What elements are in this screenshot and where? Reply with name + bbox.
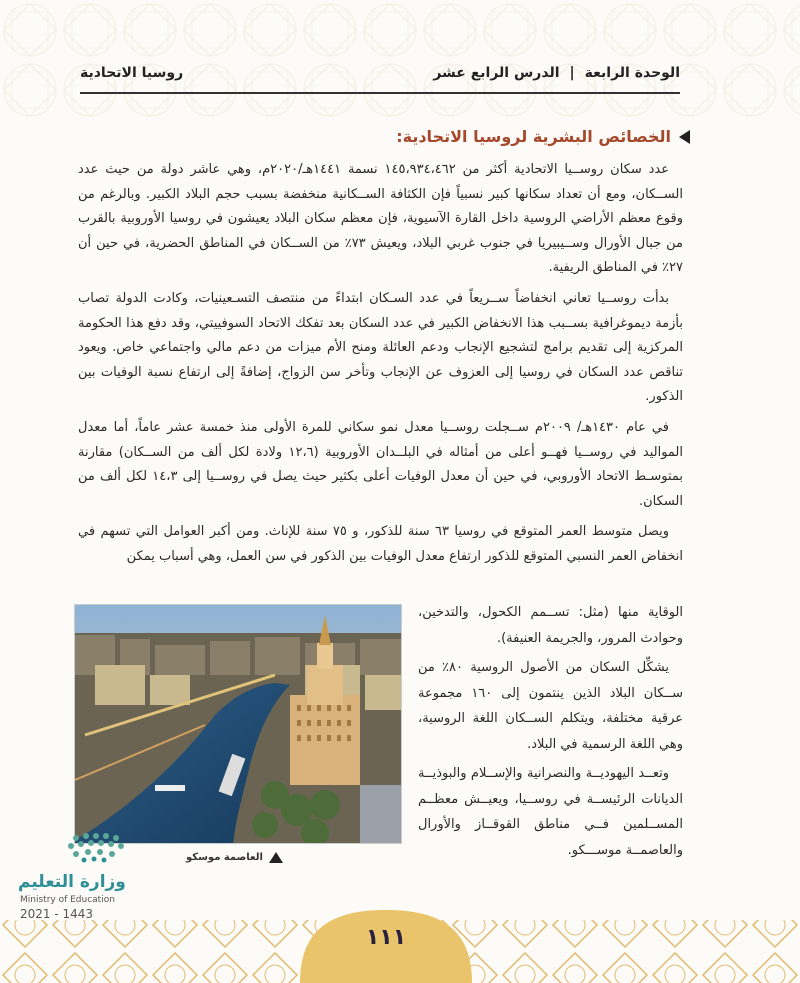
paragraph-ethnic-groups: يشكِّل السكان من الأصول الروسية ٨٠٪ من ســكان البلاد الذين ينتمون إلى ١٦٠ مجموعة عرقية مختلفة، ويتكلم الســكان اللغة الروسية، وهي اللغة الرسمية في البلاد. (418, 660, 683, 752)
photo-caption (186, 852, 283, 863)
section-marker-icon (679, 130, 690, 144)
moscow-photo (74, 604, 402, 844)
moscow-illustration (75, 605, 402, 844)
ministry-name: وزارة التعليم (18, 872, 126, 892)
page-header (80, 58, 680, 88)
paragraph-decline: بدأت روســيا تعاني انخفاضاً ســريعاً في عدد السـكان ابتداءً من منتصف التسـعينيات، وكادت الدولة تصاب بأزمة ديموغرافية بســبب هذا الانخفاض الكبير في عدد السكان بعد تفكك الاتحاد السوفييتي، وقد دفع هذا الحكومة المركزية إلى تقديم برامج لتشجيع الإنجاب ودعم العائلة ومنح الأم ميزات من دعم مالي واجتماعي خاص. ويعود تناقص عدد السكان في روسيا إلى العزوف عن الإنجاب وتأخر سن الزواج، إضافةً إلى ارتفاع نسبة الوفيات بين الذكور. (78, 290, 683, 405)
side-text (418, 600, 683, 867)
header-topic: روسيا الاتحادية (80, 65, 184, 81)
paragraph-life-expectancy: ويصل متوسط العمر المتوقع في روسيا ٦٣ سنة للذكور، و ٧٥ سنة للإناث. ومن أكبر العوامل التي تسهم في انخفاض العمر النسبي المتوقع للذكور ارتفاع معدل الوفيات بين الذكور في سن العمل، وهي أسباب يمكن (78, 524, 683, 564)
edition-year: 2021 - 1443 (20, 907, 94, 921)
header-unit: الوحدة الرابعة (584, 65, 680, 81)
caption-text: العاصمة موسكو (186, 852, 263, 863)
header-lesson: الدرس الرابع عشر (433, 65, 560, 81)
header-unit-lesson (433, 65, 680, 81)
paragraph-prevention: الوقاية منها (مثل: تســمم الكحول، والتدخين، وحوادث المرور، والجريمة العنيفة). (418, 605, 683, 646)
header-separator: | (569, 65, 575, 81)
page-number: ١١١ (365, 925, 407, 950)
paragraph-growth: في عام ١٤٣٠هـ/ ٢٠٠٩م ســجلت روســيا معدل نمو سكاني للمرة الأولى منذ خمسة عشر عاماً، أما معدل المواليد في روســيا فهــو أعلى من أمثاله في البلــدان الأوروبية (١٢،٦ ولادة لكل ألف من الســكان) مقارنة بمتوسـط الاتحاد الأوروبي، في حين أن معدل الوفيات أعلى بكثير حيث يصل في روســيا إلى ١٤،٣ لكل ألف من السكان. (78, 419, 683, 509)
paragraph-religions: وتعــد اليهوديــة والنصرانية والإســلام والبوذيــة الديانات الرئيســة في روســيا، ويعيــش معظــم المســلمين فــي مناطق القوقــاز والأورال والعاصمــة موســـكو. (418, 766, 683, 858)
caption-marker-icon (269, 852, 283, 863)
section-title (396, 127, 690, 146)
main-text (78, 158, 683, 576)
paragraph-population: عدد سكان روســيا الاتحادية أكثر من ١٤٥،٩٣٤،٤٦٢ نسمة ١٤٤١هـ/٢٠٢٠م، وهي عاشر دولة من حيث عدد الســكان، ومع أن تعداد سكانها كبير نسبياً فإن الكثافة الســكانية منخفضة بسبب حجم البلاد الكبير. وبالرغم من وقوع معظم الأراضي الروسية داخل القارة الآسيوية، فإن معظم سكان البلاد يعيشون في روسيا الأوروبية بالقرب من جبال الأورال وســيبيريا في جنوب غربي البلاد، ويعيش ٧٣٪ من الســكان في المناطق الحضرية، في حين أن ٢٧٪ في المناطق الريفية. (78, 162, 684, 276)
ministry-name-english: Ministry of Education (20, 895, 115, 905)
section-title-text: الخصائص البشرية لروسيا الاتحادية: (396, 127, 671, 146)
header-divider (80, 92, 680, 94)
